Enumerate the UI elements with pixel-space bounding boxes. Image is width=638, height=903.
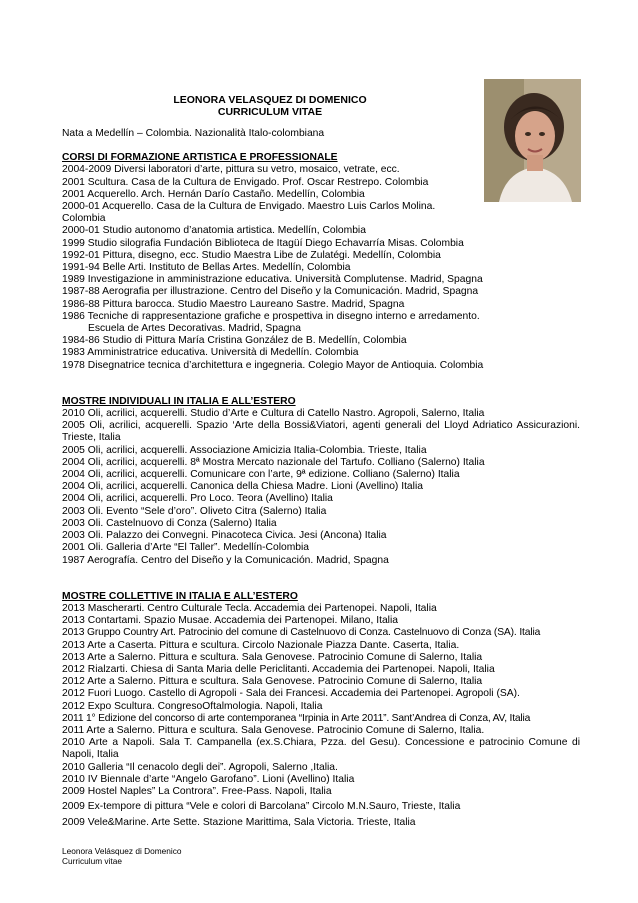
list-item: 2001 Oli. Galleria d’Arte “El Taller”. Medellín-Colombia xyxy=(62,542,310,554)
list-item: 2000-01 Studio autonomo d’anatomia artistica. Medellín, Colombia xyxy=(62,225,366,237)
section-title-training: CORSI DI FORMAZIONE ARTISTICA E PROFESSIONALE xyxy=(62,152,338,164)
list-item: 2011 1° Edizione del concorso di arte contemporanea “Irpinia in Arte 2011”. Sant’Andrea di Conza, AV, Italia xyxy=(62,712,531,724)
list-item: 1989 Investigazione in amministrazione educativa. Università Complutense. Madrid, Spagna xyxy=(62,274,483,286)
list-item: 2001 Acquerello. Arch. Hernán Darío Castaño. Medellín, Colombia xyxy=(62,188,365,200)
list-item: 2000-01 Acquerello. Casa de la Cultura de Envigado. Maestro Luis Carlos Molina. xyxy=(62,201,436,213)
list-item: 2013 Arte a Salerno. Pittura e scultura. Sala Genovese. Patrocinio Comune di Salerno, Italia xyxy=(62,651,483,663)
section-title-group: MOSTRE COLLETTIVE IN ITALIA E ALL’ESTERO xyxy=(62,590,298,602)
list-item: 2013 Arte a Caserta. Pittura e scultura. Circolo Nazionale Piazza Dante. Caserta, Italia. xyxy=(62,639,460,651)
list-item: 2012 Arte a Salerno. Pittura e scultura. Sala Genovese. Patrocinio Comune di Salerno, Italia xyxy=(62,676,483,688)
list-item: 2012 Fuori Luogo. Castello di Agropoli - Sala dei Francesi. Accademia dei Partenopei. Agropoli (SA). xyxy=(62,688,520,700)
list-item: 1984-86 Studio di Pittura María Cristina González de B. Medellín, Colombia xyxy=(62,335,407,347)
list-item: 2012 Expo Scultura. CongresoOftalmologia. Napoli, Italia xyxy=(62,700,323,712)
list-item: 2013 Mascherarti. Centro Culturale Tecla. Accademia dei Partenopei. Napoli, Italia xyxy=(62,602,437,614)
list-item: 1987 Aerografía. Centro del Diseño y la Comunicación. Madrid, Spagna xyxy=(62,554,389,566)
list-item: 1978 Disegnatrice tecnica d’architettura e ingegneria. Colegio Mayor de Antioquia. Colombia xyxy=(62,359,484,371)
list-item: Escuela de Artes Decorativas. Madrid, Spagna xyxy=(88,323,301,335)
list-item: 2005 Oli, acrilici, acquerelli. Spazio ‘Arte della Bossi&Viatori, agenti generali del Lloyd Adriatico Assicurazioni. Trieste, Italia xyxy=(62,420,580,444)
list-item: 2009 Vele&Marine. Arte Sette. Stazione Marittima, Sala Victoria. Trieste, Italia xyxy=(62,817,416,829)
list-item: Colombia xyxy=(62,213,106,225)
list-item: 2012 Rialzarti. Chiesa di Santa Maria delle Periclitanti. Accademia dei Partenopei. Napoli, Italia xyxy=(62,663,495,675)
list-item: 2004 Oli, acrilici, acquerelli. 8ª Mostra Mercato nazionale del Tartufo. Colliano (Salerno) Italia xyxy=(62,456,485,468)
list-item: 1991-94 Belle Arti. Instituto de Bellas Artes. Medellín, Colombia xyxy=(62,262,351,274)
list-item: 2010 Arte a Napoli. Sala T. Campanella (ex.S.Chiara, Pzza. del Gesu). Concessione e patrocinio Comune di Napoli, Italia xyxy=(62,737,580,761)
list-item: 1987-88 Aerografia per illustrazione. Centro del Diseño y la Comunicación. Madrid, Spagna xyxy=(62,286,479,298)
list-item: 2010 Galleria “Il cenacolo degli dei”. Agropoli, Salerno ,Italia. xyxy=(62,761,338,773)
list-item: 1986 Tecniche di rappresentazione grafiche e prospettiva in disegno interno e arredamento. xyxy=(62,310,480,322)
page-footer xyxy=(62,846,181,866)
intro-line: Nata a Medellín – Colombia. Nazionalità Italo-colombiana xyxy=(62,128,325,139)
list-item: 2011 Arte a Salerno. Pittura e scultura. Sala Genovese. Patrocinio Comune di Salerno, Italia. xyxy=(62,724,485,736)
cv-header xyxy=(62,94,478,118)
list-item: 2003 Oli. Palazzo dei Convegni. Pinacoteca Civica. Jesi (Ancona) Italia xyxy=(62,530,387,542)
footer-author: Leonora Velásquez di Domenico xyxy=(62,846,182,856)
list-item: 2004 Oli, acrilici, acquerelli. Comunicare con l’arte, 9ª edizione. Colliano (Salerno) Italia xyxy=(62,469,460,481)
list-item: 2013 Gruppo Country Art. Patrocinio del comune di Castelnuovo di Conza. Castelnuovo di Conza (SA). Italia xyxy=(62,627,541,639)
cv-name: LEONORA VELASQUEZ DI DOMENICO xyxy=(173,94,367,106)
list-item: 2009 Hostel Naples” La Controra”. Free-Pass. Napoli, Italia xyxy=(62,785,332,797)
list-item: 2013 Contartami. Spazio Musae. Accademia dei Partenopei. Milano, Italia xyxy=(62,615,398,627)
list-item: 2004 Oli, acrilici, acquerelli. Canonica della Chiesa Madre. Lioni (Avellino) Italia xyxy=(62,481,423,493)
list-item: 2003 Oli. Castelnuovo di Conza (Salerno) Italia xyxy=(62,517,277,529)
list-item: 2010 Oli, acrilici, acquerelli. Studio d’Arte e Cultura di Catello Nastro. Agropoli, Salerno, Italia xyxy=(62,408,485,420)
list-item: 2001 Scultura. Casa de la Cultura de Envigado. Prof. Oscar Restrepo. Colombia xyxy=(62,176,429,188)
list-item: 2004-2009 Diversi laboratori d’arte, pittura su vetro, mosaico, vetrate, ecc. xyxy=(62,164,400,176)
cv-body xyxy=(62,128,580,830)
list-item: 2004 Oli, acrilici, acquerelli. Pro Loco. Teora (Avellino) Italia xyxy=(62,493,333,505)
list-item: 2009 Ex-tempore di pittura “Vele e colori di Barcolana” Circolo M.N.Sauro, Trieste, Italia xyxy=(62,801,461,813)
list-item: 2010 IV Biennale d’arte “Angelo Garofano”. Lioni (Avellino) Italia xyxy=(62,773,355,785)
list-item: 2003 Oli. Evento “Sele d’oro”. Oliveto Citra (Salerno) Italia xyxy=(62,505,327,517)
list-item: 1983 Amministratrice educativa. Università di Medellín. Colombia xyxy=(62,347,359,359)
list-item: 1986-88 Pittura barocca. Studio Maestro Laureano Sastre. Madrid, Spagna xyxy=(62,298,405,310)
list-item: 1999 Studio silografia Fundación Biblioteca de Itagüí Diego Echavarría Misas. Colombia xyxy=(62,237,464,249)
footer-doc-type: Curriculum vitae xyxy=(62,856,122,866)
list-item: 1992-01 Pittura, disegno, ecc. Studio Maestra Libe de Zulatégi. Medellín, Colombia xyxy=(62,249,441,261)
section-title-solo: MOSTRE INDIVIDUALI IN ITALIA E ALL’ESTERO xyxy=(62,395,296,407)
list-item: 2005 Oli, acrilici, acquerelli. Associazione Amicizia Italia-Colombia. Trieste, Italia xyxy=(62,444,427,456)
cv-subtitle: CURRICULUM VITAE xyxy=(217,106,323,118)
